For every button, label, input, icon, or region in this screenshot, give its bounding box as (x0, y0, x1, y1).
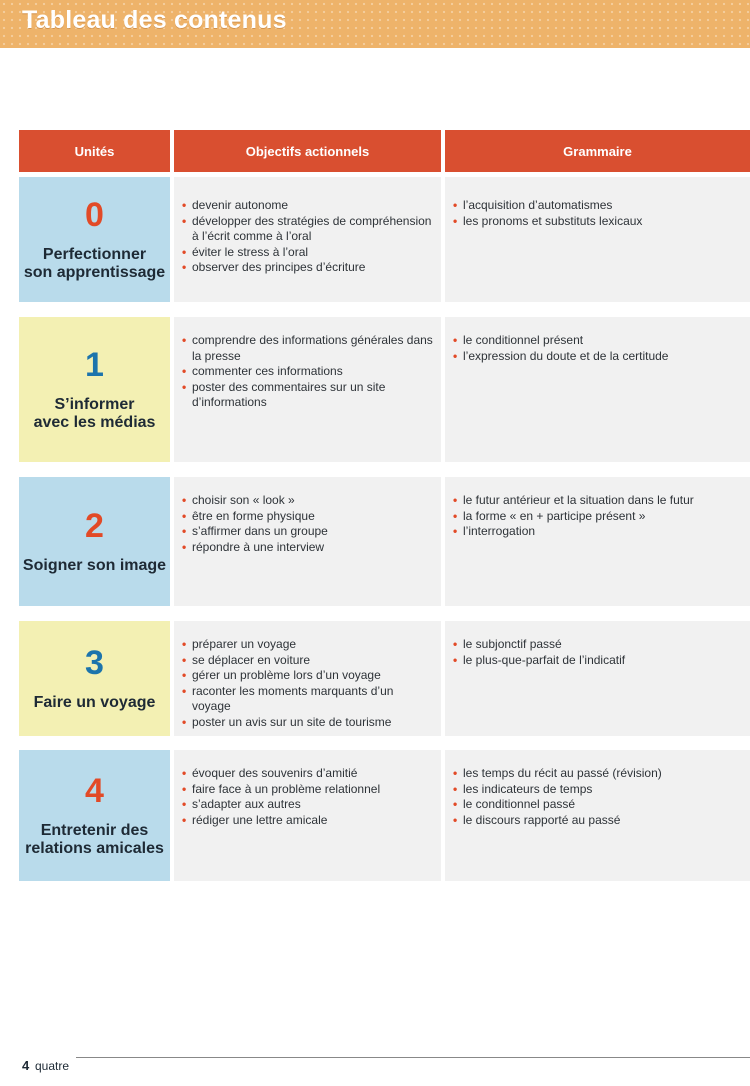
unit-3-objectifs-cell (174, 621, 441, 736)
list-item: • les temps du récit au passé (révision) (453, 766, 742, 782)
unit-1-title-line2: avec les médias (33, 413, 156, 431)
unit-0-title-line1: Perfectionner (42, 245, 147, 263)
list-item: • le subjonctif passé (453, 637, 742, 653)
list-item: • poster un avis sur un site de tourisme (182, 715, 433, 731)
list-item: • le plus-que-parfait de l’indicatif (453, 653, 742, 669)
list-item: • choisir son « look » (182, 493, 433, 509)
list-item: • devenir autonome (182, 198, 433, 214)
list-item: • le conditionnel passé (453, 797, 742, 813)
unit-1-grammaire-list (453, 333, 742, 364)
unit-0-grammaire-cell (445, 177, 750, 302)
unit-4-grammaire-cell (445, 750, 750, 881)
list-item: • poster des commentaires sur un site d’informations (182, 380, 433, 411)
unit-3-cell (19, 621, 170, 736)
unit-2-grammaire-cell (445, 477, 750, 606)
unit-3-number: 3 (85, 643, 104, 682)
unit-2-title: Soigner son image (22, 556, 167, 574)
unit-4-cell (19, 750, 170, 881)
list-item: • rédiger une lettre amicale (182, 813, 433, 829)
unit-0-title-line2: son apprentissage (23, 263, 166, 281)
list-item: • éviter le stress à l’oral (182, 245, 433, 261)
unit-3-grammaire-list (453, 637, 742, 668)
list-item: • se déplacer en voiture (182, 653, 433, 669)
unit-4-title-line2: relations amicales (25, 839, 164, 857)
unit-0-cell (19, 177, 170, 302)
list-item: • répondre à une interview (182, 540, 433, 556)
header-objectifs: Objectifs actionnels (174, 130, 441, 172)
list-item: • être en forme physique (182, 509, 433, 525)
page-number: 4 (22, 1058, 30, 1073)
list-item: • raconter les moments marquants d’un voyage (182, 684, 433, 715)
unit-0-grammaire-list (453, 198, 742, 229)
list-item: • le discours rapporté au passé (453, 813, 742, 829)
list-item: • la forme « en + participe présent » (453, 509, 742, 525)
list-item: • observer des principes d’écriture (182, 260, 433, 276)
unit-4-number: 4 (85, 771, 104, 810)
unit-0-objectifs-list (182, 198, 433, 276)
unit-1-objectifs-cell (174, 317, 441, 462)
list-item: • le futur antérieur et la situation dans le futur (453, 493, 742, 509)
list-item: • comprendre des informations générales dans la presse (182, 333, 433, 364)
list-item: • l’expression du doute et de la certitude (453, 349, 742, 365)
list-item: • évoquer des souvenirs d’amitié (182, 766, 433, 782)
unit-4-title-line1: Entretenir des (40, 821, 149, 839)
unit-2-grammaire-list (453, 493, 742, 540)
unit-1-objectifs-list (182, 333, 433, 411)
unit-2-objectifs-list (182, 493, 433, 555)
header-grammaire: Grammaire (445, 130, 750, 172)
unit-3-title: Faire un voyage (33, 693, 156, 711)
list-item: • s’affirmer dans un groupe (182, 524, 433, 540)
footer-divider (76, 1057, 750, 1058)
list-item: • l’interrogation (453, 524, 742, 540)
list-item: • commenter ces informations (182, 364, 433, 380)
title-banner (0, 0, 750, 48)
unit-1-cell (19, 317, 170, 462)
unit-2-cell (19, 477, 170, 606)
unit-3-grammaire-cell (445, 621, 750, 736)
unit-4-grammaire-list (453, 766, 742, 828)
unit-0-number: 0 (85, 195, 104, 234)
header-unites: Unités (19, 130, 170, 172)
unit-4-objectifs-cell (174, 750, 441, 881)
list-item: • faire face à un problème relationnel (182, 782, 433, 798)
list-item: • préparer un voyage (182, 637, 433, 653)
page-title: Tableau des contenus (22, 6, 287, 34)
unit-2-objectifs-cell (174, 477, 441, 606)
unit-1-number: 1 (85, 345, 104, 384)
list-item: • le conditionnel présent (453, 333, 742, 349)
list-item: • s’adapter aux autres (182, 797, 433, 813)
list-item: • l’acquisition d’automatismes (453, 198, 742, 214)
list-item: • développer des stratégies de compréhension à l’écrit comme à l’oral (182, 214, 433, 245)
list-item: • gérer un problème lors d’un voyage (182, 668, 433, 684)
unit-3-objectifs-list (182, 637, 433, 730)
unit-2-number: 2 (85, 506, 104, 545)
list-item: • les pronoms et substituts lexicaux (453, 214, 742, 230)
unit-0-objectifs-cell (174, 177, 441, 302)
list-item: • les indicateurs de temps (453, 782, 742, 798)
unit-1-title-line1: S’informer (54, 395, 135, 413)
page-number-word: quatre (35, 1059, 70, 1073)
unit-4-objectifs-list (182, 766, 433, 828)
unit-1-grammaire-cell (445, 317, 750, 462)
